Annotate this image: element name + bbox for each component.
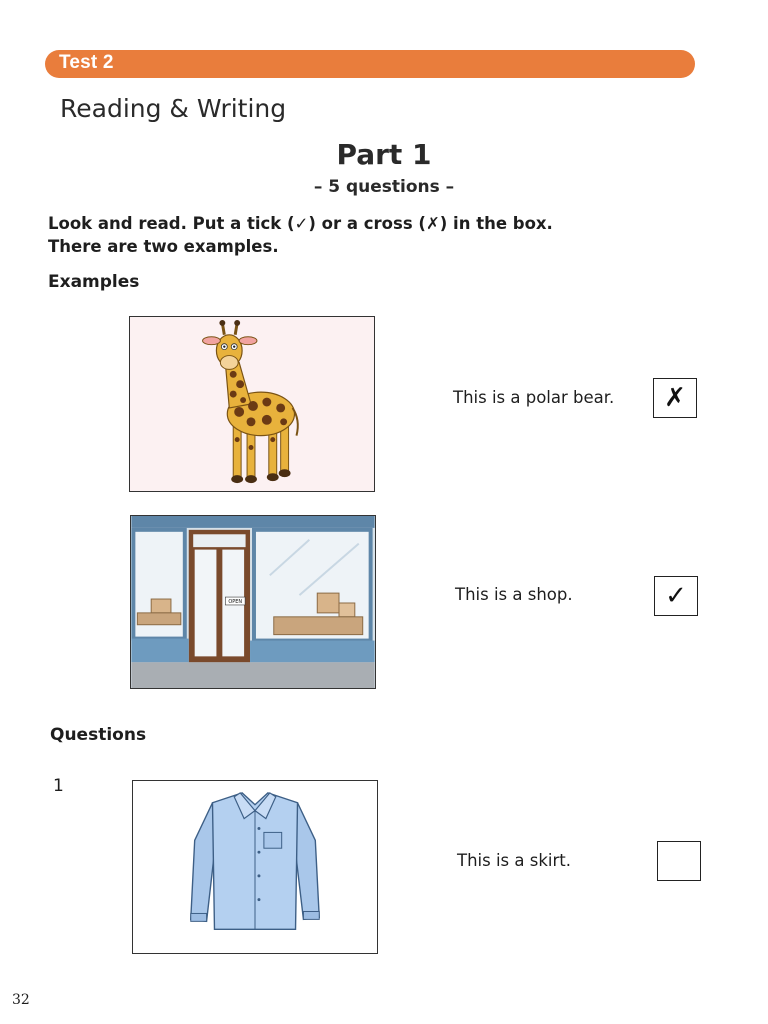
shirt-picture <box>132 780 378 954</box>
example-2-sentence: This is a shop. <box>455 585 573 604</box>
tick-mark: ✓ <box>665 581 687 611</box>
example-1-answer-box <box>653 378 697 418</box>
question-1-sentence: This is a skirt. <box>457 851 571 870</box>
test-label: Test 2 <box>59 52 114 73</box>
example-2-answer-box <box>654 576 698 616</box>
giraffe-illustration <box>130 317 374 491</box>
shirt-illustration <box>133 781 377 953</box>
open-sign: OPEN <box>228 598 243 605</box>
cross-mark: ✗ <box>664 383 686 413</box>
shop-picture <box>130 515 376 689</box>
question-1-number: 1 <box>53 776 64 796</box>
instruction-line-1: Look and read. Put a tick (✓) or a cross (✗) in the box. <box>48 214 553 233</box>
section-title: Reading & Writing <box>60 94 287 123</box>
page-number: 32 <box>12 992 30 1008</box>
instructions <box>48 212 553 258</box>
questions-heading: Questions <box>50 725 147 745</box>
question-1-answer-box[interactable] <box>657 841 701 881</box>
part-title: Part 1 <box>336 138 432 171</box>
shop-illustration <box>131 516 375 688</box>
examples-heading: Examples <box>48 272 140 292</box>
instruction-line-2: There are two examples. <box>48 237 279 256</box>
part-subtitle: – 5 questions – <box>313 177 455 197</box>
test-banner <box>45 50 695 78</box>
giraffe-picture <box>129 316 375 492</box>
example-1-sentence: This is a polar bear. <box>453 388 615 407</box>
